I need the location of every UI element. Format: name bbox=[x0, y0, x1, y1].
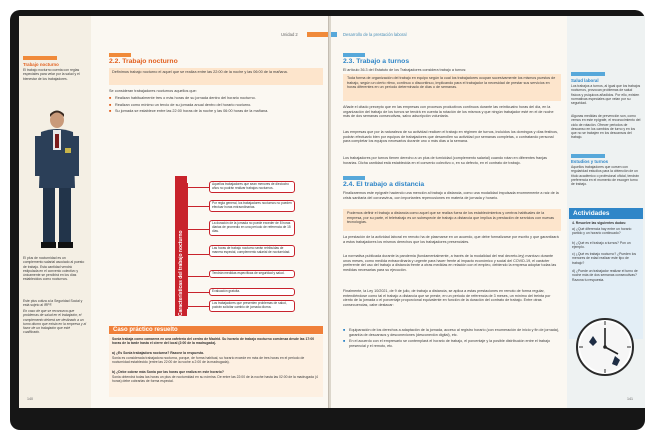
sidebar-title-salud: Salud laboral bbox=[571, 78, 599, 83]
distancia-paragraph: La prestación de la actividad laboral en remoto ha de plasmarse en un acuerdo, que debe formalizarse por escrito y que garantizará a estos trabajadores los mismos derechos que los trabajadores presenciales. bbox=[343, 235, 559, 244]
sidebar-bar bbox=[571, 154, 605, 158]
left-page bbox=[19, 16, 330, 408]
distancia-box-text: Podemos definir el trabajo a distancia como aquel que se realiza fuera de los establecimientos y centros habituales de la empresa, por su parte, el teletrabajo es un subespecie de trabajo a distancia que implica la prestación de servicios con nuevas tecnologías. bbox=[347, 211, 555, 224]
diagram-item: Aquellos trabajadores que sean menores de dieciocho años no podrán realizar trabajos nocturnos. bbox=[209, 181, 295, 193]
section-bar bbox=[109, 53, 131, 57]
intro-text: Se consideran trabajadores nocturnos aquellos que: bbox=[109, 89, 197, 93]
connector bbox=[187, 276, 209, 277]
connector bbox=[187, 206, 209, 207]
sidebar-bar bbox=[571, 72, 605, 76]
activity-item: a) ¿Qué diferencia hay entre un horario partido y un horario continuado? bbox=[572, 227, 632, 236]
turnos-paragraph: Añade el citado precepto que en las empresas con procesos productivos continuos durante las veinticuatro horas del día, en la organización del trabajo de los turnos se tendrá en cuenta la rotación de los mismos y que ningún trabajador esté en el de noche más de dos semanas consecutivas, salvo adscripción voluntaria. bbox=[343, 105, 554, 118]
activities-intro: 4. Resuelve las siguientes dudas: bbox=[572, 221, 627, 225]
diagram-item: Los trabajadores que presenten problemas de salud, podrán solicitar cambio de jornada diurna. bbox=[209, 300, 295, 312]
margin-title: Trabajo nocturno bbox=[23, 62, 59, 67]
night-worker-photo bbox=[27, 108, 87, 250]
section-title-distancia: 2.4. El trabajo a distancia bbox=[343, 181, 425, 188]
margin-text-plus: El plus de nocturnidad es un complemento salarial asociado al puesto de trabajo. Esta cantidad vendrá estipulada en el convenio colectivo y únicamente se percibirá en los días establecidos como nocturnos. bbox=[23, 256, 85, 282]
list-item: ■ Equiparación de los derechos a adaptación de la jornada, acceso al registro horario (con enumeración de inicio y fin de jornada), garantía de descansos y desconexiones (desconexión digital), etc. bbox=[343, 328, 560, 337]
activity-item: b) ¿Qué es el trabajo a turnos? Pon un ejemplo. bbox=[572, 241, 631, 250]
sidebar-text: Los trabajos a turnos, al igual que los trabajos nocturnos, provocan problemas de salud físicos y psíquicos añadidos. Por ello, existen normativas especiales que velan por su seguridad. bbox=[571, 84, 641, 106]
case-answer-a: Sonia es considerada trabajadora nocturna, porque, de forma habitual, su horario excede en más de tres horas en el periodo de nocturnidad establecido (entre las 22:00 de la noche a 2:00 de la madrugada). bbox=[112, 356, 305, 365]
unit-header: Unidad 2 bbox=[281, 32, 298, 37]
margin-text: El trabajo nocturno cuenta con reglas especiales para velar por la salud y el bienestar de los trabajadores. bbox=[23, 68, 80, 81]
header-tab bbox=[307, 32, 330, 37]
list-item: ■ Su jornada se establece entre las 22:00 horas de la noche y las 06:00 horas de la mañana. bbox=[109, 109, 269, 114]
connector bbox=[187, 187, 209, 188]
sidebar-title-estudios: Estudios y turnos bbox=[571, 159, 609, 164]
header-tab bbox=[331, 32, 337, 37]
section-title-turnos: 2.3. Trabajo a turnos bbox=[343, 58, 410, 65]
list-item: ■ En el acuerdo con el empresario se contemplará el horario de trabajo, el porcentaje y la posible distribución entre el trabajo presencial y el remoto, etc. bbox=[343, 339, 551, 348]
case-answer-b: Sonia obtendrá todas las horas un plus de nocturnidad en su nómina. De entre las 22:00 de la noche hasta las 02:00 de la madrugada (4 horas) debe cobrarlas de forma especial. bbox=[112, 375, 318, 384]
connector bbox=[187, 254, 209, 255]
activities-title: Actividades bbox=[569, 208, 643, 219]
diagram-item: Las horas de trabajo nocturno serán retribuidas de manera especial, complemento salarial de nocturnidad. bbox=[209, 245, 295, 257]
margin-text-salud: En caso de que se reconozca que problemas de salud en el trabajador, el complemento deberá ser destinado a un turno diurno que exista en la empresa y al favor de un trabajador que esté cualificado. bbox=[23, 309, 87, 335]
activity-item: c) ¿Qué es trabajo nocturno? ¿Pueden los menores de edad realizar este tipo de trabajo? bbox=[572, 252, 637, 265]
turnos-intro: El artículo 36.3 del Estatuto de los Trabajadores considera trabajo a turnos: bbox=[343, 68, 467, 72]
right-page bbox=[331, 16, 645, 408]
case-statement: Sonia trabaja como camarera en una cafetería del centro de Madrid. Su horario de trabajo nocturno comienza desde las 17:00 horas de la tarde hasta el cierre del local (2:00 de la madrugada). bbox=[112, 337, 315, 346]
sidebar-text: Algunas medidas de prevención son, como vemos en este epígrafe, el reconocimiento del ciclo de rotación. Ofrecer periodos de descanso en los cambios de turno y en los que no se trabajen en los descansos del trabajo. bbox=[571, 114, 641, 140]
section-bar bbox=[343, 53, 365, 57]
page-number: 141 bbox=[627, 397, 633, 401]
sidebar-text: Aquellos trabajadores que cursen con regularidad estudios para la obtención de un título académico o profesional oficial, tendrán preferencia en el momento de escoger turno de trabajo. bbox=[571, 165, 640, 187]
case-question-b: b) ¿Debe cobrar más Sonia por las horas que realiza en este horario? bbox=[112, 370, 224, 374]
distancia-list bbox=[343, 328, 561, 348]
clock-photo bbox=[575, 316, 635, 378]
page-number: 140 bbox=[27, 397, 33, 401]
distancia-paragraph: Finalizaremos este epígrafe haciendo una mención al trabajo a distancia, como una modalidad impulsada enormemente a raíz de la crisis sanitaria del coronavirus, con importantes repercusiones en materia de jornada y horario. bbox=[343, 191, 559, 200]
diagram-item: La duración de la jornada no puede exceder de 8 horas diarias de promedio en una período de referencia de 15 días. bbox=[209, 220, 295, 236]
list-item: ■ Realizan habitualmente tres o más horas de su jornada dentro del horario nocturno. bbox=[109, 96, 256, 100]
distancia-paragraph: Finalmente, la Ley 10/2021, de 9 de julio, de trabajo a distancia, se aplica a estas prestaciones en remoto de forma regular, entendiéndose como tal el trabajo a distancia que se preste, en un periodo de referencia de 3 meses, un mínimo del treinta por ciento de la jornada o el porcentaje proporcional equivalente en función de la duración del contrato de trabajo. Entre otras consecuencias, cabe destacar: bbox=[343, 289, 551, 307]
section-bar bbox=[343, 176, 365, 180]
turnos-box-text: Toda forma de organización del trabajo en equipo según la cual los trabajadores ocupan sucesivamente los mismos puestos de trabajo, según un cierto ritmo, continuo o discontinuo, implicando para el trabajador la necesidad de prestar sus servicios en horas diferentes en un período determinado de días o de semanas. bbox=[347, 76, 556, 89]
connector bbox=[187, 292, 209, 293]
case-title: Caso práctico resuelto bbox=[109, 326, 323, 334]
distancia-paragraph: La normativa publicada durante la pandemia (fundamentalmente, a través de la modalidad del real decreto-ley) mantuvo durante unos meses, como medida extraordinaria y urgente para hacer frente al impacto económico y social del COVID-19, el carácter preferente del uso del trabajo a distancia frente a otras medidas en relación con el empleo, debiendo la empresa adoptar todas las medidas necesarias para su ejecución. bbox=[343, 254, 557, 272]
margin-title-bar bbox=[23, 56, 57, 60]
activity-item: d) ¿Puede un trabajador realizar el turno de noche más de dos semanas consecutivas? Razona tu respuesta. bbox=[572, 269, 638, 282]
chapter-header: Desarrollo de la prestación laboral bbox=[343, 32, 407, 37]
diagram-item: Por regla general, los trabajadores nocturnos no pueden efectuar horas extraordinarias. bbox=[209, 200, 295, 212]
diagram-item: Tendrán medidas específicas de seguridad y salud. bbox=[209, 270, 295, 278]
diagram-item: Evaluación gratuita. bbox=[209, 288, 295, 296]
margin-text-cotiza: Este plus cotiza a la Seguridad Social y está sujeto al IRPF. bbox=[23, 299, 83, 308]
turnos-paragraph: Las empresas que por la naturaleza de su actividad realicen el trabajo en régimen de turnos, incluidos los domingos y días festivos, podrán efectuarlo bien por equipos de trabajadores que desarrollen su actividad por semanas completas, o contratando personal para completar los equipos necesarios durante uno o más días a la semana. bbox=[343, 130, 559, 143]
case-question-a: a) ¿Es Sonia trabajadora nocturna? Razone la respuesta. bbox=[112, 351, 204, 355]
connector bbox=[187, 306, 209, 307]
connector bbox=[187, 229, 209, 230]
diagram-bracket bbox=[187, 183, 194, 309]
turnos-paragraph: Los trabajadores por turnos tienen derecho a un plus de turnicidad (complemento salarial) cuando rotan en diferentes franjas horarias. Dicha cantidad está establecida en el convenio colectivo o, en su defecto, en el contrato de trabajo. bbox=[343, 156, 547, 165]
section-title: 2.2. Trabajo nocturno bbox=[109, 58, 178, 65]
bullet-list bbox=[109, 96, 323, 114]
list-item: ■ Realizan como mínimo un tercio de su jornada anual dentro del horario nocturno. bbox=[109, 102, 252, 107]
definition-text: Definimos trabajo nocturno el aquel que se realiza entre las 22:00 de la noche y las 06:00 de la mañana. bbox=[112, 70, 288, 74]
